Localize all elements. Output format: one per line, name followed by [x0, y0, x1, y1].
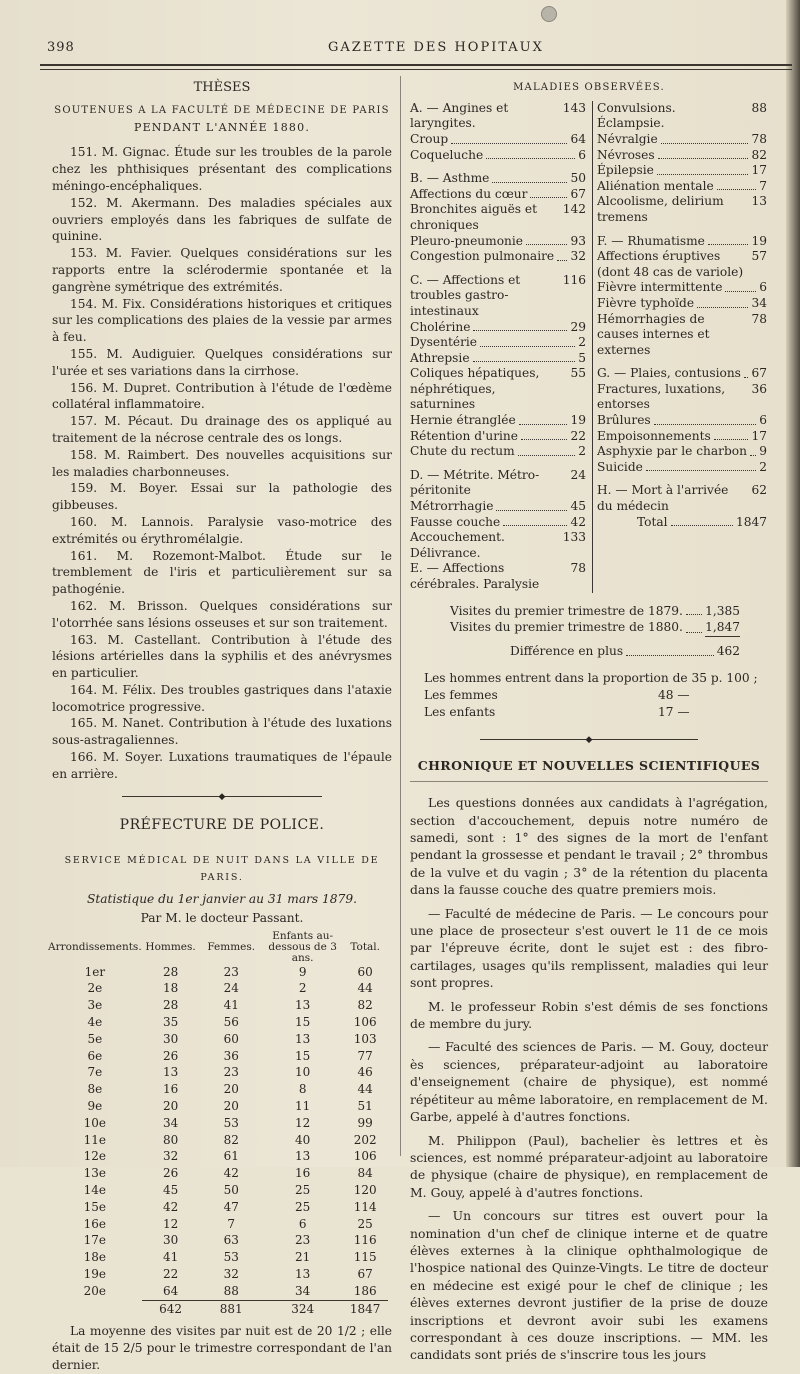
table-cell: 44: [357, 981, 373, 996]
maladie-row: D. — Métrite. Métro-péritonite 24: [410, 467, 586, 498]
maladie-row: A. — Angines et laryngites. 143: [410, 100, 586, 131]
police-title: PRÉFECTURE DE POLICE.: [119, 816, 325, 833]
table-cell: 24: [223, 981, 239, 996]
table-cell: 23: [223, 964, 239, 979]
maladie-row: Bronchites aiguës et chroniques 142: [410, 202, 586, 232]
table-cell: 63: [223, 1233, 239, 1248]
table-cell: 32: [223, 1267, 239, 1281]
maladie-row: Affections du cœur 67: [410, 186, 586, 201]
table-cell: 6e: [87, 1048, 103, 1063]
table-cell: 9e: [87, 1099, 103, 1114]
theses-subtitle: SOUTENUES A LA FACULTÉ DE MÉDECINE DE PARIS: [54, 104, 390, 116]
maladie-row: Dysentérie 2: [410, 335, 586, 350]
prop-women: Les femmes 48 —: [424, 687, 690, 702]
table-cell: 26: [162, 1166, 179, 1181]
table-cell: 42: [223, 1166, 239, 1181]
table-cell: 26: [162, 1048, 179, 1063]
maladie-row: Croup 64: [410, 131, 586, 146]
maladie-row: Rétention d'urine 22: [410, 428, 586, 443]
maladie-row: H. — Mort à l'arrivée du médecin 62: [597, 483, 767, 514]
table-cell: 77: [357, 1048, 373, 1063]
table-row: [48, 1098, 388, 1115]
table-row: [48, 1031, 388, 1048]
thesis-item: 163. M. Castellant. Contribution à l'étude des lésions artérielles dans la syphilis et des anévrysmes en particulier.: [52, 632, 392, 681]
table-cell: 32: [162, 1149, 179, 1164]
chronique-paragraph: M. Philippon (Paul), bachelier ès lettres et ès sciences, est nommé préparateur-adjoint au laboratoire de physique (chaire de physique), en remplacement de M. Gouy, appelé à d'autres fonctions.: [410, 1132, 768, 1200]
chronique-paragraph: M. le professeur Robin s'est démis de ses fonctions de membre du jury.: [410, 998, 768, 1032]
thesis-item: 156. M. Dupret. Contribution à l'étude de l'œdème collatéral inflammatoire.: [52, 380, 392, 412]
table-cell: 30: [162, 1233, 179, 1248]
table-cell: 15: [295, 1015, 311, 1030]
theses-subtitle-year: PENDANT L'ANNÉE 1880.: [133, 120, 311, 134]
table-row: [48, 1014, 388, 1031]
table-cell: 8e: [87, 1082, 103, 1097]
chronique-paragraph: — Faculté des sciences de Paris. — M. Gouy, docteur ès sciences, préparateur-adjoint au laboratoire d'enseignement (chaire de physique), est nommé répétiteur au même laboratoire, en remplacement de M. Garbe, appelé à d'autres fonctions.: [410, 1039, 768, 1125]
table-cell: 25: [295, 1199, 311, 1214]
journal-title: GAZETTE DES HOPITAUX: [328, 40, 544, 55]
table-cell: 35: [162, 1015, 179, 1030]
table-cell: 15e: [83, 1199, 107, 1214]
table-cell: 2e: [87, 981, 103, 996]
table-cell: 82: [223, 1132, 239, 1147]
table-row: [48, 964, 388, 981]
average-note: La moyenne des visites par nuit est de 20 1/2 ; elle était de 15 2/5 pour le trimestre correspondant de l'an dernier.: [52, 1324, 392, 1372]
table-cell: 99: [357, 1115, 373, 1130]
table-cell: 1er: [84, 964, 106, 979]
maladie-row: Cholérine 29: [410, 319, 586, 334]
table-cell: 7: [227, 1216, 236, 1231]
table-cell: 41: [223, 998, 239, 1013]
table-cell: 60: [223, 1031, 239, 1046]
stat-title: Statistique du 1er janvier au 31 mars 1879.: [87, 892, 357, 907]
maladie-row: Brûlures 6: [597, 413, 767, 428]
table-cell: 7e: [87, 1065, 103, 1080]
table-cell: 114: [353, 1199, 377, 1214]
table-cell: 186: [353, 1283, 377, 1298]
maladie-row: Congestion pulmonaire 32: [410, 249, 586, 264]
table-cell: 11e: [83, 1132, 107, 1147]
table-cell: 60: [357, 964, 373, 979]
table-cell: 20e: [83, 1284, 107, 1299]
table-cell: 67: [357, 1267, 373, 1281]
header-rule: [40, 64, 792, 66]
thesis-item: 166. M. Soyer. Luxations traumatiques de l'épaule en arrière.: [52, 750, 392, 781]
visits-1879: Visites du premier trimestre de 1879. 1,385: [450, 603, 740, 618]
thesis-item: 155. M. Audiguier. Quelques considérations sur l'urée et ses variations dans la cirrhose.: [52, 346, 392, 378]
table-cell: 18: [162, 981, 179, 996]
theses-list: [52, 144, 392, 782]
table-row: [48, 1199, 388, 1216]
header-rule-thin: [40, 69, 792, 70]
table-row: [48, 1249, 388, 1266]
table-cell: 40: [295, 1132, 311, 1147]
maladie-row: Empoisonnements 17: [597, 428, 767, 443]
maladie-row: Métrorrhagie 45: [410, 499, 586, 514]
maladie-row: Névroses 82: [597, 147, 767, 162]
table-cell: 25: [295, 1183, 311, 1198]
table-cell: 56: [223, 1015, 239, 1030]
table-cell: 28: [162, 998, 179, 1013]
table-row: [48, 1283, 388, 1300]
table-cell: 13e: [83, 1166, 107, 1181]
table-cell: 44: [357, 1082, 373, 1097]
arrondissement-table: [48, 931, 388, 1318]
stat-author: Par M. le docteur Passant.: [140, 910, 304, 925]
table-cell: 53: [223, 1115, 239, 1130]
table-row: [48, 1064, 388, 1081]
right-column: [410, 80, 768, 1370]
visits-block: [410, 603, 740, 660]
maladie-row: Fausse couche 42: [410, 514, 586, 529]
thesis-item: 164. M. Félix. Des troubles gastriques dans l'ataxie locomotrice progressive.: [52, 682, 392, 714]
chronique-body: [410, 794, 768, 1364]
table-row: [48, 1165, 388, 1182]
table-cell: 120: [353, 1183, 377, 1198]
table-cell: 12e: [83, 1149, 107, 1164]
police-service: SERVICE MÉDICAL DE NUIT DANS LA VILLE DE PARIS.: [64, 855, 380, 884]
prop-men: Les hommes entrent dans la proportion de 35 p. 100 ;: [424, 671, 758, 685]
chronique-paragraph: Les questions données aux candidats à l'agrégation, section d'accouchement, depuis notre numéro de samedi, sont : 1° des signes de la mort de l'enfant pendant la grossesse et pendant le travail ; 2° thrombus de la vulve et du vagin ; 3° de la rétention du placenta dans la fausse couche des quatre premiers mois.: [410, 795, 768, 898]
maladie-row: Hémorrhagies de causes internes et externes 78: [597, 311, 767, 357]
maladie-row: Hernie étranglée 19: [410, 413, 586, 428]
table-cell: 36: [223, 1048, 239, 1063]
maladie-row: B. — Asthme 50: [410, 171, 586, 186]
maladie-row: Pleuro-pneumonie 93: [410, 233, 586, 248]
col-total: Total.: [350, 940, 380, 953]
table-cell: 19e: [83, 1267, 107, 1281]
maladie-row: Athrepsie 5: [410, 350, 586, 365]
table-row: [48, 1266, 388, 1283]
table-row: [48, 1148, 388, 1165]
maladie-row: C. — Affections et troubles gastro-intestinaux 116: [410, 272, 586, 318]
punch-hole: [541, 6, 557, 22]
table-cell: 41: [162, 1250, 179, 1265]
table-cell: 84: [357, 1166, 373, 1181]
table-row: [48, 1182, 388, 1199]
binding-shadow: [786, 0, 800, 1167]
visits-difference: Différence en plus 462: [510, 644, 740, 659]
maladie-total: Total 1847: [637, 514, 767, 529]
table-row: [48, 1132, 388, 1149]
table-cell: 5e: [87, 1031, 103, 1046]
table-cell: 22: [162, 1267, 179, 1281]
maladies-left: [410, 101, 592, 593]
table-cell: 13: [295, 998, 311, 1013]
table-cell: 6: [298, 1216, 307, 1231]
thesis-item: 160. M. Lannois. Paralysie vaso-motrice des extrémités ou érythromélalgie.: [52, 514, 392, 546]
thesis-item: 153. M. Favier. Quelques considérations sur les rapports entre la sclérodermie spontanée et la gangrène symétrique des extrémités.: [52, 246, 392, 294]
maladies-right: [592, 101, 767, 593]
table-cell: 20: [223, 1082, 239, 1097]
table-cell: 23: [223, 1065, 239, 1080]
table-cell: 4e: [87, 1015, 103, 1030]
table-cell: 12: [162, 1216, 179, 1231]
table-cell: 13: [295, 1031, 311, 1046]
maladie-row: Asphyxie par le charbon 9: [597, 444, 767, 459]
table-cell: 30: [162, 1031, 179, 1046]
thesis-item: 162. M. Brisson. Quelques considérations sur l'otorrhée sans lésions osseuses et sur son traitement.: [52, 598, 392, 630]
table-cell: 115: [353, 1250, 377, 1265]
maladie-row: Aliénation mentale 7: [597, 178, 767, 193]
thesis-item: 165. M. Nanet. Contribution à l'étude des luxations sous-astragaliennes.: [52, 716, 392, 748]
maladie-row: Épilepsie 17: [597, 163, 767, 178]
table-cell: 28: [162, 964, 179, 979]
table-cell: 16e: [83, 1216, 107, 1231]
table-cell: 25: [357, 1216, 373, 1231]
visits-1880: Visites du premier trimestre de 1880. 1,847: [450, 619, 740, 637]
chronique-paragraph: — Un concours sur titres est ouvert pour la nomination d'un chef de clinique interne et de quatre élèves externes à la clinique ophthalmologique de l'hospice national des Quinze-Vingts. Le titre de docteur en médecine est exigé pour le chef de clinique ; les élèves externes devront justifier de la prise de douze inscriptions et devront avoir subi les examens correspondant à ces douze inscriptions. — MM. les candidats sont priés de s'inscrire tous les jours: [410, 1208, 768, 1363]
table-cell: 21: [295, 1250, 311, 1265]
maladie-row: Névralgie 78: [597, 131, 767, 146]
page-number: 398: [47, 40, 75, 55]
table-cell: 53: [223, 1250, 239, 1265]
col-children: Enfants au-dessous de 3 ans.: [268, 929, 337, 964]
col-arr: Arrondissements.: [48, 940, 142, 953]
maladie-row: Coqueluche 6: [410, 147, 586, 162]
table-cell: 88: [223, 1283, 239, 1298]
section-ornament: [52, 791, 392, 801]
maladies-table: [410, 101, 768, 593]
table-cell: 47: [223, 1199, 239, 1214]
table-cell: 14e: [83, 1183, 107, 1198]
table-row: [48, 1232, 388, 1249]
thesis-item: 161. M. Rozemont-Malbot. Étude sur le tremblement de l'iris et particulièrement sur sa pathogénie.: [52, 548, 392, 597]
table-cell: 80: [162, 1132, 179, 1147]
maladie-row: Fractures, luxations, entorses 36: [597, 381, 767, 412]
chronique-title: CHRONIQUE ET NOUVELLES SCIENTIFIQUES: [410, 758, 768, 782]
thesis-item: 154. M. Fix. Considérations historiques et critiques sur les complications des plaies de la vessie par armes à feu.: [52, 296, 392, 345]
chronique-paragraph: — Faculté de médecine de Paris. — Le concours pour une place de prosecteur s'est ouvert le 11 de ce mois par l'épreuve écrite, dont le sujet est : des fibro-cartilages, usages qu'ils remplissent, maladies qui leur sont propres.: [410, 905, 768, 991]
maladie-row: Coliques hépatiques, néphrétiques, saturnines 55: [410, 366, 586, 412]
table-cell: 116: [353, 1233, 377, 1248]
table-cell: 16: [162, 1082, 179, 1097]
table-row: [48, 1216, 388, 1233]
maladie-row: E. — Affections cérébrales. Paralysie 78: [410, 561, 586, 592]
table-cell: 20: [223, 1099, 239, 1114]
table-cell: 106: [353, 1015, 377, 1030]
total-children: 324: [263, 1300, 342, 1317]
table-row: [48, 980, 388, 997]
maladies-title: MALADIES OBSERVÉES.: [513, 82, 665, 93]
table-cell: 15: [295, 1048, 311, 1063]
table-row: [48, 1048, 388, 1065]
table-cell: 64: [162, 1283, 179, 1298]
table-cell: 13: [295, 1149, 311, 1164]
table-row: [48, 1081, 388, 1098]
table-cell: 34: [162, 1115, 179, 1130]
total-women: 881: [200, 1300, 263, 1317]
table-row: [48, 1115, 388, 1132]
maladie-row: Chute du rectum 2: [410, 444, 586, 459]
table-row: [48, 997, 388, 1014]
maladie-row: Accouchement. Délivrance. 133: [410, 530, 586, 560]
maladie-row: F. — Rhumatisme 19: [597, 233, 767, 248]
table-cell: 2: [298, 981, 307, 996]
table-cell: 12: [295, 1115, 311, 1130]
table-cell: 10e: [83, 1115, 107, 1130]
maladie-row: Convulsions. Éclampsie. 88: [597, 100, 767, 131]
col-women: Femmes.: [207, 940, 256, 953]
table-cell: 16: [295, 1166, 311, 1181]
thesis-item: 157. M. Pécaut. Du drainage des os appliqué au traitement de la nécrose centrale des os longs.: [52, 414, 392, 445]
maladie-row: Affections éruptives (dont 48 cas de variole) 57: [597, 249, 767, 279]
table-cell: 106: [353, 1149, 377, 1164]
table-cell: 13: [162, 1065, 179, 1080]
section-ornament-2: [410, 734, 768, 744]
total-men: 642: [142, 1300, 200, 1317]
table-cell: 17e: [83, 1233, 107, 1248]
table-cell: 20: [162, 1099, 179, 1114]
thesis-item: 152. M. Akermann. Des maladies spéciales aux ouvriers employés dans les fabriques de sulfate de quinine.: [52, 195, 392, 244]
prop-children: Les enfants 17 —: [424, 704, 690, 719]
table-cell: 103: [353, 1031, 377, 1046]
table-cell: 45: [162, 1183, 179, 1198]
maladie-row: G. — Plaies, contusions 67: [597, 366, 767, 381]
col-men: Hommes.: [145, 940, 196, 953]
table-cell: 8: [298, 1082, 307, 1097]
table-cell: 23: [295, 1233, 311, 1248]
table-cell: 46: [357, 1065, 373, 1080]
table-cell: 82: [357, 998, 373, 1013]
maladie-row: Fièvre typhoïde 34: [597, 295, 767, 310]
table-cell: 9: [298, 964, 307, 979]
table-cell: 202: [353, 1132, 377, 1147]
table-cell: 11: [295, 1099, 311, 1114]
maladie-row: Alcoolisme, delirium tremens 13: [597, 194, 767, 224]
thesis-item: 158. M. Raimbert. Des nouvelles acquisitions sur les maladies charbonneuses.: [52, 447, 392, 479]
table-total-row: [48, 1300, 388, 1317]
table-cell: 34: [295, 1283, 311, 1298]
column-separator: [400, 76, 401, 1156]
proportions: [410, 670, 768, 720]
table-cell: 13: [295, 1267, 311, 1281]
table-cell: 18e: [83, 1250, 107, 1265]
left-column: [48, 80, 392, 1374]
theses-title: THÈSES: [193, 80, 251, 95]
thesis-item: 151. M. Gignac. Étude sur les troubles de la parole chez les phthisiques présentant des complications méningo-encéphaliques.: [52, 145, 392, 193]
maladie-row: Fièvre intermittente 6: [597, 280, 767, 295]
table-cell: 61: [223, 1149, 239, 1164]
table-cell: 51: [357, 1099, 373, 1114]
table-cell: 10: [295, 1065, 311, 1080]
table-body: [48, 964, 388, 1300]
table-cell: 42: [162, 1199, 179, 1214]
thesis-item: 159. M. Boyer. Essai sur la pathologie des gibbeuses.: [52, 481, 392, 513]
total-all: 1847: [342, 1300, 388, 1317]
table-cell: 50: [223, 1183, 239, 1198]
table-cell: 3e: [87, 998, 103, 1013]
maladie-row: Suicide 2: [597, 459, 767, 474]
